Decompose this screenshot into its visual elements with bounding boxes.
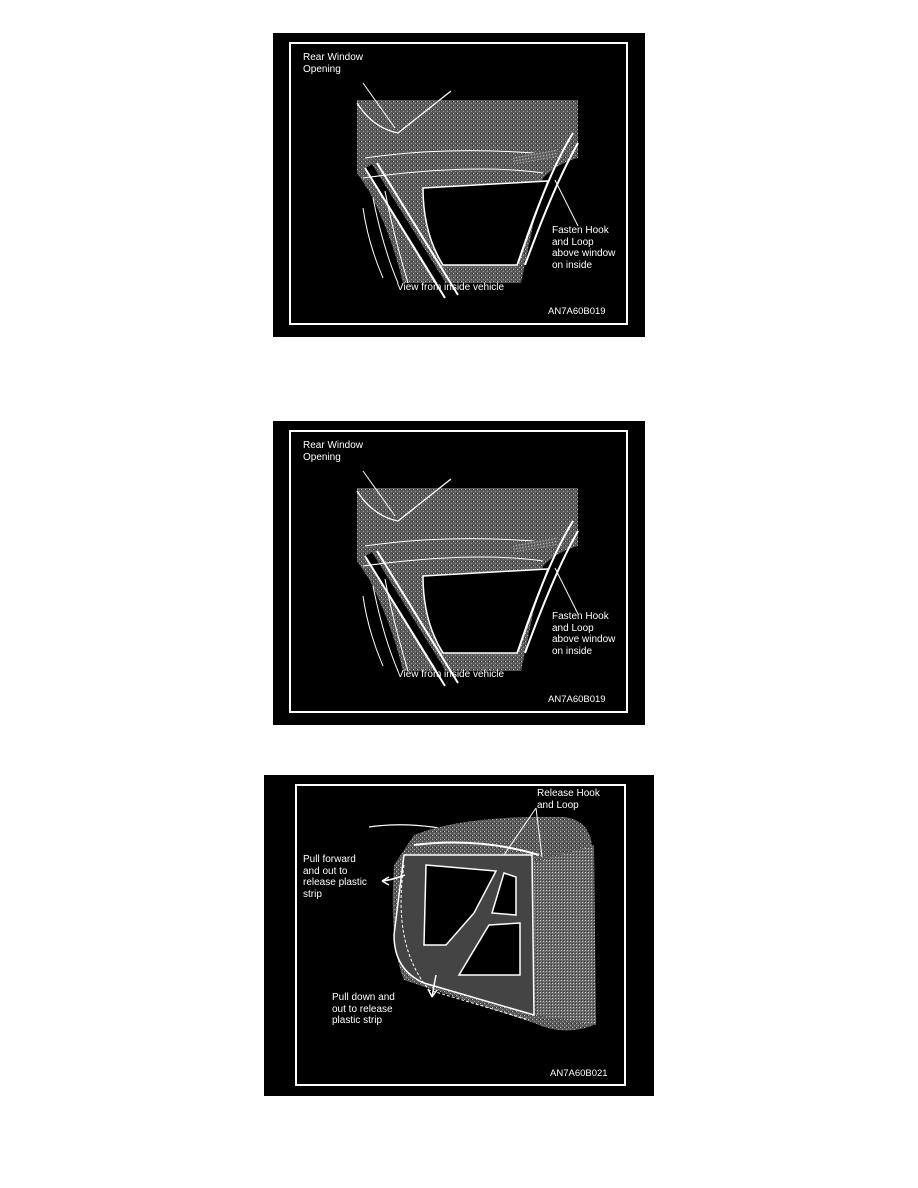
label-rear-window-opening: Rear Window Opening — [303, 440, 364, 463]
leader-fasten — [555, 180, 578, 226]
label-view-inside: View from inside vehicle — [397, 282, 505, 293]
leader-fasten — [555, 568, 578, 614]
label-view-inside: View from inside vehicle — [397, 669, 505, 680]
figure-code: AN7A60B019 — [548, 694, 606, 705]
figure-1 — [273, 33, 645, 337]
label-pull-forward: Pull forward and out to release plastic strip — [303, 854, 367, 900]
figure-code: AN7A60B021 — [550, 1068, 608, 1079]
label-pull-down: Pull down and out to release plastic strip — [332, 992, 395, 1026]
figure-3-illustration — [264, 775, 654, 1096]
label-fasten-hook-loop: Fasten Hook and Loop above window on inside — [552, 611, 616, 657]
figure-3 — [264, 775, 654, 1096]
label-fasten-hook-loop: Fasten Hook and Loop above window on inside — [552, 225, 616, 271]
side-face — [534, 845, 596, 1025]
label-release-hook-loop: Release Hook and Loop — [537, 788, 600, 811]
label-rear-window-opening: Rear Window Opening — [303, 52, 364, 75]
figure-code: AN7A60B019 — [548, 306, 606, 317]
figure-2 — [273, 421, 645, 725]
